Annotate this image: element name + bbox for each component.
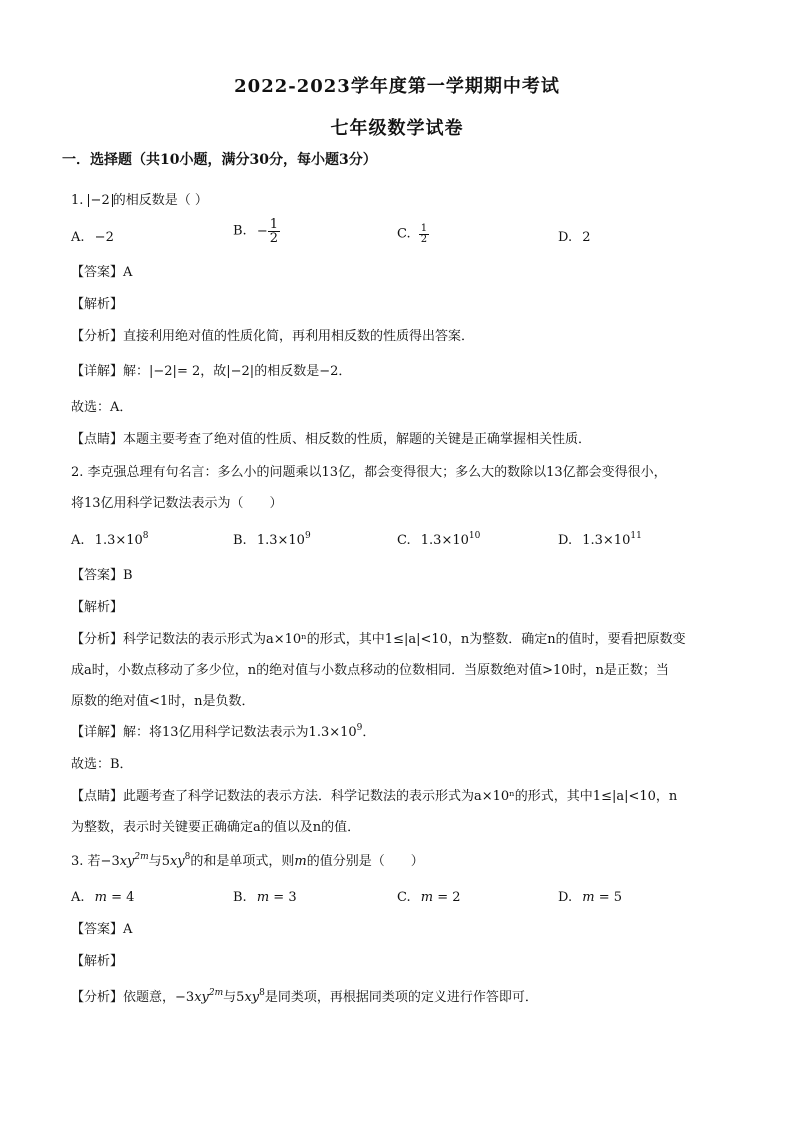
q3-answer: 【答案】A [71, 922, 133, 937]
q2-xiangjie-base: 1.3×10 [308, 725, 357, 740]
q2-option-a [71, 531, 149, 551]
q3-fenxi-connector: 与 [223, 990, 237, 1005]
q2-option-d-label: D. [558, 533, 573, 548]
q1-stem [71, 191, 208, 211]
q3-stem-tail: 的值分别是（ ） [306, 854, 424, 869]
q3-fenxi-term1-variable: xy [194, 990, 209, 1005]
q2-option-b-label: B. [233, 533, 247, 548]
q2-dianjing-line1: 【点睛】此题考查了科学记数法的表示方法．科学记数法的表示形式为a×10ⁿ的形式，其中1≤|a|<10，n [71, 789, 678, 804]
q1-xiangjie-abs: |−2| [226, 364, 255, 379]
q2-option-b-exponent: 9 [304, 531, 311, 541]
q3-variable-m: m [294, 854, 307, 869]
q1-answer: 【答案】A [71, 265, 133, 280]
q2-option-d [558, 531, 642, 551]
q2-option-a-label: A. [71, 533, 85, 548]
q1-xiangjie-equation: |−2|= 2 [149, 364, 201, 379]
q1-option-b-label: B. [233, 223, 247, 239]
q3-option-d-variable: m [582, 890, 595, 905]
q2-fenxi-line2: 成a时，小数点移动了多少位，n的绝对值与小数点移动的位数相同．当原数绝对值>10时，n是正数；当 [71, 663, 669, 678]
q1-number: 1. [71, 193, 84, 208]
q2-option-c [397, 531, 480, 551]
q3-term2-coefficient: 5 [161, 854, 170, 869]
q3-fenxi-term1-coefficient: −3 [175, 990, 195, 1005]
q1-option-b-sign: − [256, 223, 268, 239]
q3-option-c [397, 888, 461, 908]
section-heading: 一．选择题（共10小题，满分30分，每小题3分） [62, 152, 377, 168]
q3-number: 3. 若 [71, 854, 101, 869]
q1-option-d [558, 228, 591, 248]
q3-option-c-label: C. [397, 890, 411, 905]
q1-conclusion: 故选：A． [71, 400, 133, 415]
q1-option-c-fraction [419, 224, 429, 245]
q3-option-b [233, 888, 297, 908]
q1-abs-value: −2 [88, 194, 113, 207]
q1-option-c-denominator: 2 [420, 234, 428, 245]
q3-option-a [71, 888, 134, 908]
q1-option-b-numerator: 1 [269, 217, 279, 232]
q1-xiangjie-mid: ，故 [200, 364, 227, 379]
exam-subtitle: 七年级数学试卷 [330, 118, 464, 139]
q3-analysis-heading: 【解析】 [71, 954, 124, 969]
q3-option-a-variable: m [94, 890, 107, 905]
q3-stem [71, 852, 424, 872]
q2-stem-line1: 2. 李克强总理有句名言：多么小的问题乘以13亿，都会变得很大；多么大的数除以13亿都会变得很小， [71, 465, 667, 480]
q3-term1-exponent: 2m [134, 852, 149, 862]
q1-option-a [71, 228, 114, 248]
q3-option-d-value: = 5 [594, 890, 622, 905]
q3-fenxi-term2-coefficient: 5 [236, 990, 245, 1005]
exam-title: 2022-2023学年度第一学期期中考试 [234, 76, 560, 97]
q1-option-d-label: D. [558, 230, 573, 245]
q3-term2-variable: xy [169, 854, 185, 869]
q2-answer: 【答案】B [71, 568, 133, 583]
q2-xiangjie-exponent: 9 [356, 723, 363, 733]
q1-option-a-label: A. [71, 230, 85, 245]
q2-conclusion: 故选：B． [71, 757, 133, 772]
q2-option-c-label: C. [397, 533, 411, 548]
q1-fenxi: 【分析】直接利用绝对值的性质化简，再利用相反数的性质得出答案． [71, 329, 475, 344]
q3-fenxi [71, 988, 538, 1008]
q3-option-b-variable: m [256, 890, 270, 905]
q2-option-b-base: 1.3×10 [256, 533, 305, 548]
q3-fenxi-tail: 是同类项，再根据同类项的定义进行作答即可． [264, 990, 538, 1005]
q1-option-c-numerator: 1 [420, 223, 428, 234]
q2-stem-line2: 将13亿用科学记数法表示为（ ） [71, 496, 283, 511]
q1-option-c [397, 224, 429, 245]
q1-stem-rest: 的相反数是（ ） [112, 193, 208, 208]
q1-option-b-fraction [268, 218, 280, 245]
q3-option-d [558, 888, 622, 908]
q2-option-d-exponent: 11 [630, 531, 642, 541]
q1-xiangjie-end: ． [338, 364, 352, 379]
q2-option-c-exponent: 10 [468, 531, 481, 541]
q3-option-a-label: A. [71, 890, 85, 905]
q3-fenxi-term2-variable: xy [244, 990, 260, 1005]
q3-option-c-value: = 2 [433, 890, 461, 905]
q2-option-a-base: 1.3×10 [94, 533, 143, 548]
q3-fenxi-term1-exponent: 2m [208, 988, 224, 998]
q3-stem-middle: 的和是单项式，则 [190, 854, 295, 869]
q1-xiangjie [71, 362, 351, 382]
q3-option-b-value: = 3 [269, 890, 297, 905]
q2-dianjing-line2: 为整数，表示时关键要正确确定a的值以及n的值． [71, 820, 361, 835]
q2-option-c-base: 1.3×10 [420, 533, 469, 548]
q1-xiangjie-tail: 的相反数是 [254, 364, 320, 379]
q2-option-a-exponent: 8 [142, 531, 149, 541]
q2-option-b [233, 531, 311, 551]
q3-term2-exponent: 8 [184, 852, 191, 862]
q3-fenxi-term2-exponent: 8 [259, 988, 265, 998]
q3-term1-variable: xy [119, 854, 135, 869]
q3-option-b-label: B. [233, 890, 247, 905]
q2-fenxi-line3: 原数的绝对值<1时，n是负数． [71, 694, 255, 709]
q1-xiangjie-head: 【详解】解： [71, 364, 150, 379]
q3-term1-coefficient: −3 [100, 854, 120, 869]
q3-fenxi-head: 【分析】依题意， [71, 990, 176, 1005]
q1-option-d-value: 2 [582, 230, 591, 245]
q2-analysis-heading: 【解析】 [71, 600, 124, 615]
q3-option-d-label: D. [558, 890, 573, 905]
q3-option-c-variable: m [420, 890, 434, 905]
q1-option-c-label: C. [397, 226, 411, 242]
q1-analysis-heading: 【解析】 [71, 297, 124, 312]
q2-xiangjie-text: 【详解】解：将13亿用科学记数法表示为 [71, 725, 309, 740]
q2-option-d-base: 1.3×10 [582, 533, 631, 548]
q1-dianjing: 【点睛】本题主要考查了绝对值的性质、相反数的性质，解题的关键是正确掌握相关性质． [71, 432, 592, 447]
q2-xiangjie [71, 723, 375, 743]
q1-xiangjie-value: −2 [319, 364, 339, 379]
q2-xiangjie-end: ． [362, 725, 376, 740]
q3-connector: 与 [148, 854, 162, 869]
q1-option-a-value: −2 [94, 230, 114, 245]
q3-option-a-value: = 4 [107, 890, 135, 905]
q1-option-b-denominator: 2 [269, 231, 279, 246]
q1-option-b [233, 218, 280, 245]
q2-fenxi-line1: 【分析】科学记数法的表示形式为a×10ⁿ的形式，其中1≤|a|<10，n为整数．确定n的值时，要看把原数变 [71, 632, 686, 647]
